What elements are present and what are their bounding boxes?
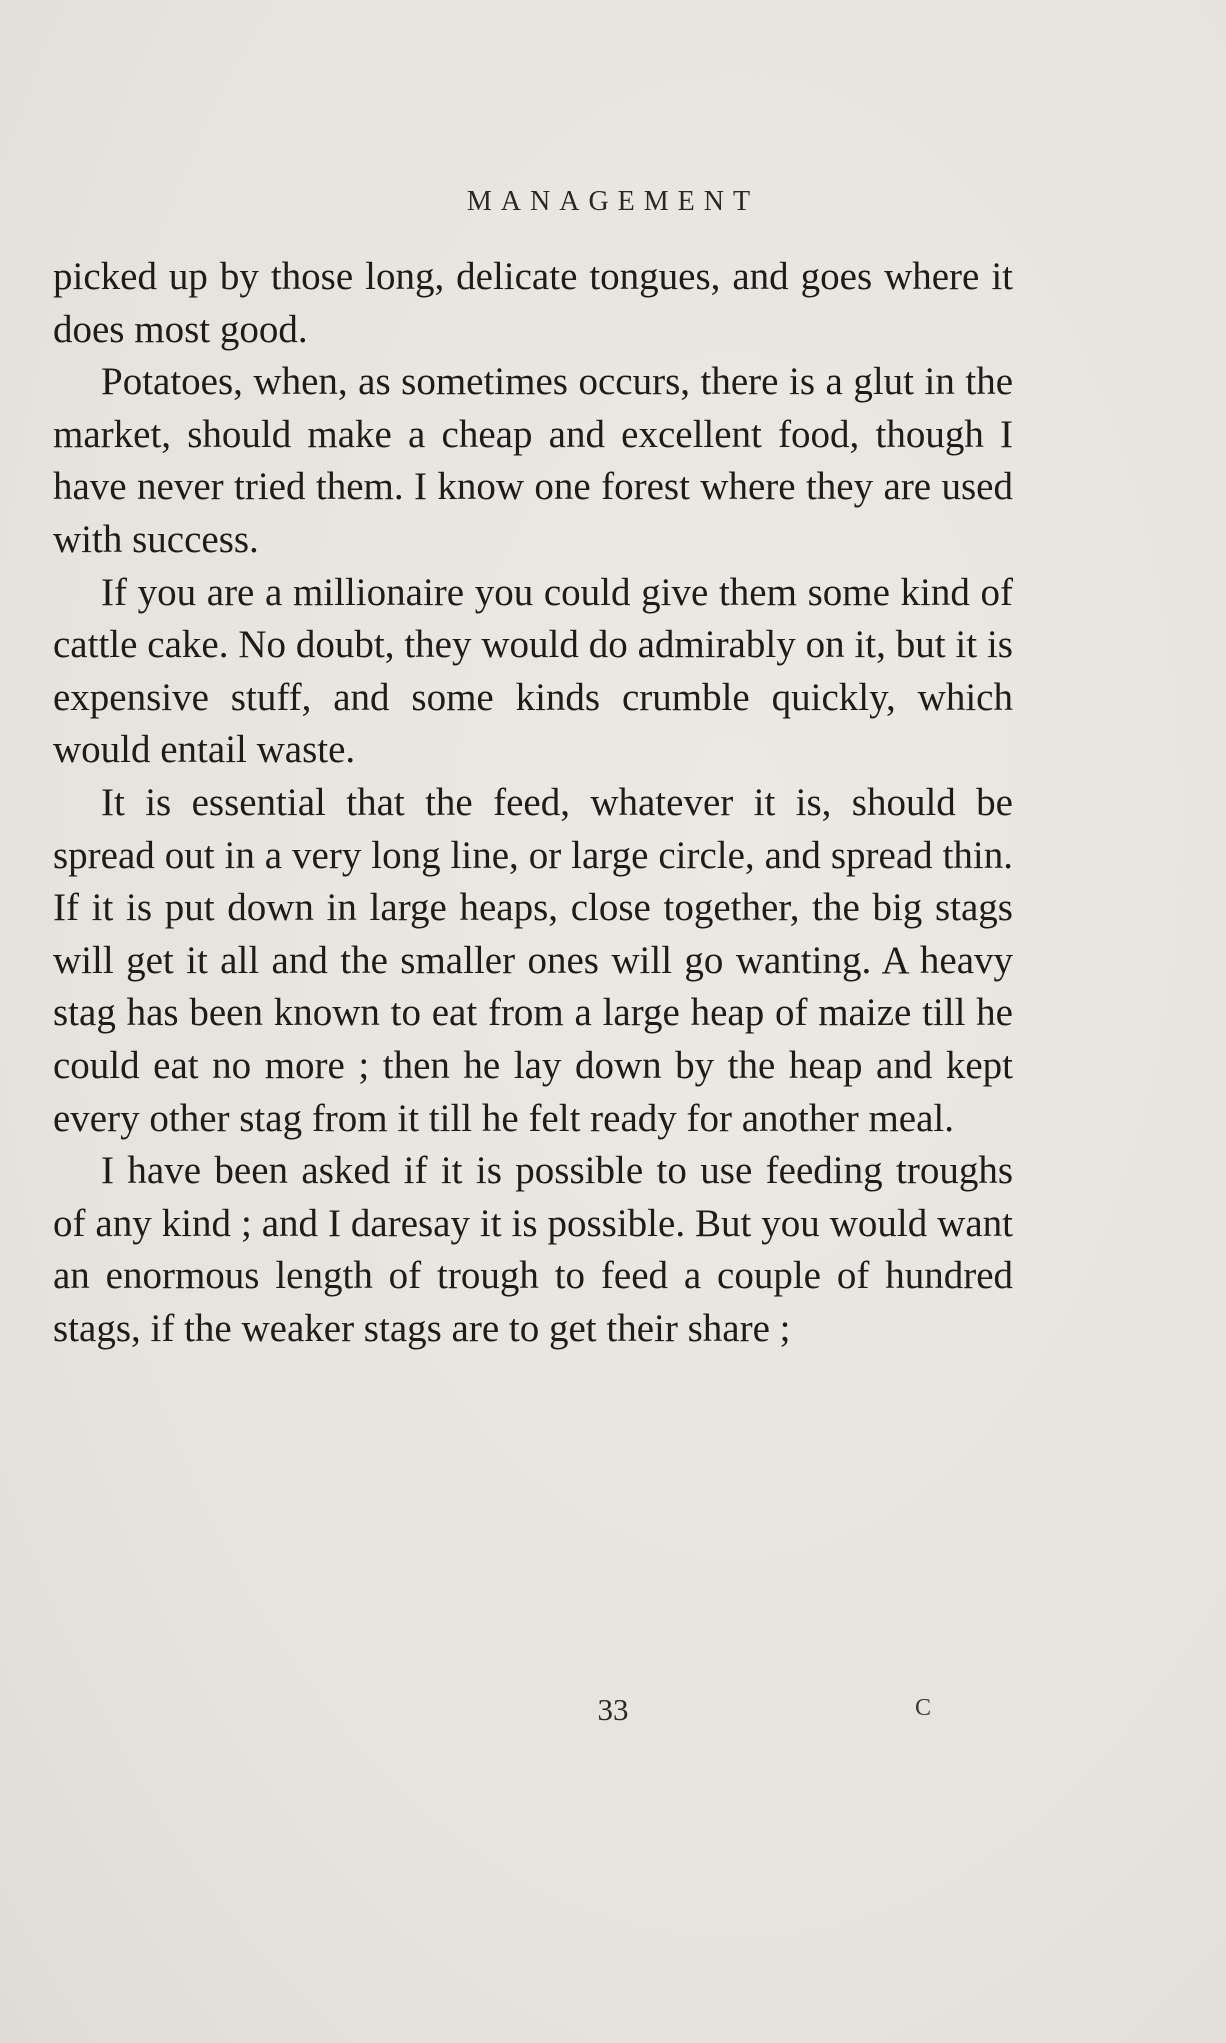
running-head: MANAGEMENT bbox=[466, 186, 760, 217]
body-text bbox=[53, 251, 1013, 1355]
paragraph: If you are a millionaire you could give them some kind of cattle cake. No doubt, they would do admirably on it, but it is expensive stuff, and some kinds crumble quickly, which would entail waste. bbox=[53, 570, 1013, 772]
paragraph: Potatoes, when, as sometimes occurs, there is a glut in the market, should make a cheap and excellent food, though I have never tried them. I know one forest where they are used with success. bbox=[53, 360, 1013, 561]
paragraph-continued: picked up by those long, delicate tongues, and goes where it does most good. bbox=[53, 255, 1013, 351]
signature-mark: C bbox=[915, 1695, 932, 1721]
page-number: 33 bbox=[597, 1692, 629, 1727]
paragraph: It is essential that the feed, whatever it is, should be spread out in a very long line, or large circle, and spread thin. If it is put down in large heaps, close together, the big stags will get it all and the smaller ones will go wanting. A heavy stag has been known to eat from a large heap of maize till he could eat no more ; then he lay down by the heap and kept every other stag from it till he felt ready for another meal. bbox=[53, 780, 1013, 1140]
paragraph: I have been asked if it is possible to use feeding troughs of any kind ; and I daresay it is possible. But you would want an enormous length of trough to feed a couple of hundred stags, if the weaker stags are to get their share ; bbox=[53, 1149, 1013, 1350]
